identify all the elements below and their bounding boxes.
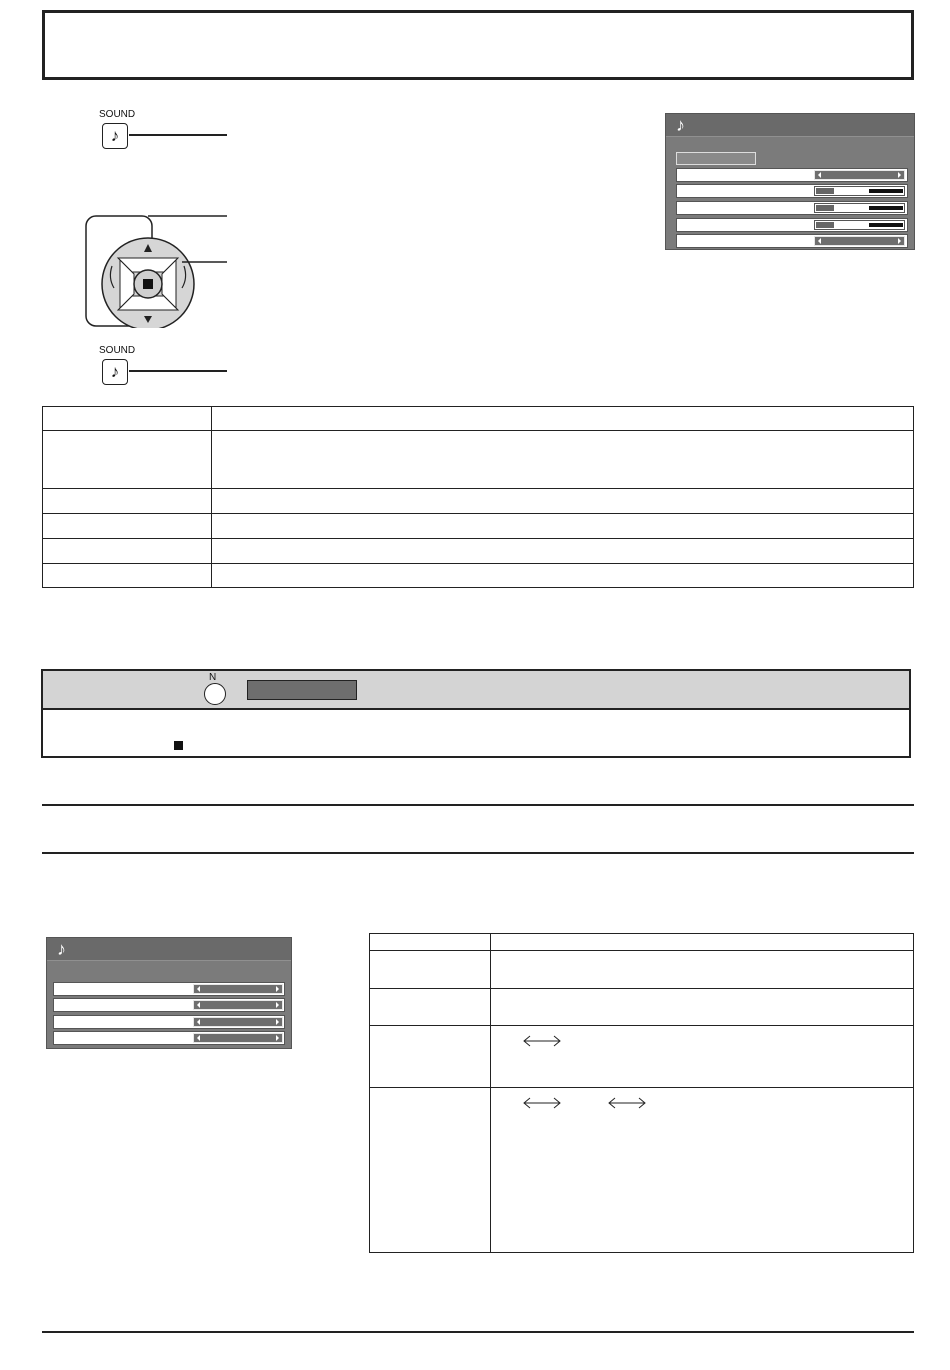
table-cell <box>212 564 914 588</box>
n-button-label: N <box>209 672 217 683</box>
table-cell <box>491 934 914 951</box>
music-note-icon: ♪ <box>57 938 66 959</box>
double-arrow-icon <box>607 1096 647 1110</box>
table-cell <box>43 564 212 588</box>
osd-level-bar[interactable] <box>814 203 905 213</box>
table-cell <box>212 514 914 539</box>
table-cell <box>370 989 491 1026</box>
table-cell <box>370 1088 491 1253</box>
osd-selector[interactable] <box>193 1033 283 1043</box>
table-cell <box>212 539 914 564</box>
leader-line <box>129 370 227 372</box>
section-rule <box>42 804 914 806</box>
cursor-pad[interactable] <box>82 208 232 328</box>
normalize-panel-header <box>43 671 909 710</box>
music-note-icon: ♪ <box>110 362 120 381</box>
table-cell <box>43 489 212 514</box>
osd-selector[interactable] <box>193 984 283 994</box>
page-title-frame <box>42 10 914 80</box>
osd-selector[interactable] <box>193 1000 283 1010</box>
normalize-panel <box>41 669 911 758</box>
action-icon <box>174 741 183 750</box>
osd-selector[interactable] <box>193 1017 283 1027</box>
osd-selector[interactable] <box>814 170 905 180</box>
osd-selector[interactable] <box>814 236 905 246</box>
leader-line <box>129 134 227 136</box>
music-note-icon: ♪ <box>110 126 120 145</box>
footer-rule <box>42 1331 914 1333</box>
osd-level-bar[interactable] <box>814 186 905 196</box>
double-arrow-icon <box>522 1034 562 1048</box>
sound-button-lower[interactable] <box>102 359 128 385</box>
table-cell <box>370 951 491 989</box>
advanced-sound-osd <box>46 937 292 1049</box>
table-cell <box>212 431 914 489</box>
table-cell <box>491 951 914 989</box>
osd-normalize-tab[interactable] <box>676 152 756 165</box>
table-cell <box>370 1026 491 1088</box>
sound-button-label-lower: SOUND <box>99 345 136 356</box>
table-cell <box>43 514 212 539</box>
table-cell <box>491 1088 914 1253</box>
table-cell <box>43 539 212 564</box>
section-rule <box>42 852 914 854</box>
sound-button[interactable] <box>102 123 128 149</box>
table-cell <box>212 407 914 431</box>
action-icon <box>143 279 153 289</box>
table-cell <box>370 934 491 951</box>
osd-level-bar[interactable] <box>814 220 905 230</box>
table-cell <box>43 431 212 489</box>
table-cell <box>43 407 212 431</box>
osd-header <box>47 938 291 961</box>
table-cell <box>212 489 914 514</box>
normalize-osd-button[interactable] <box>247 680 357 700</box>
osd-header <box>666 114 914 137</box>
sound-settings-table <box>42 406 914 588</box>
sound-menu-osd <box>665 113 915 250</box>
table-cell <box>491 989 914 1026</box>
sound-button-label: SOUND <box>99 109 136 120</box>
double-arrow-icon <box>522 1096 562 1110</box>
music-note-icon: ♪ <box>676 114 685 135</box>
advanced-settings-table <box>369 933 914 1253</box>
n-button[interactable] <box>204 683 226 705</box>
